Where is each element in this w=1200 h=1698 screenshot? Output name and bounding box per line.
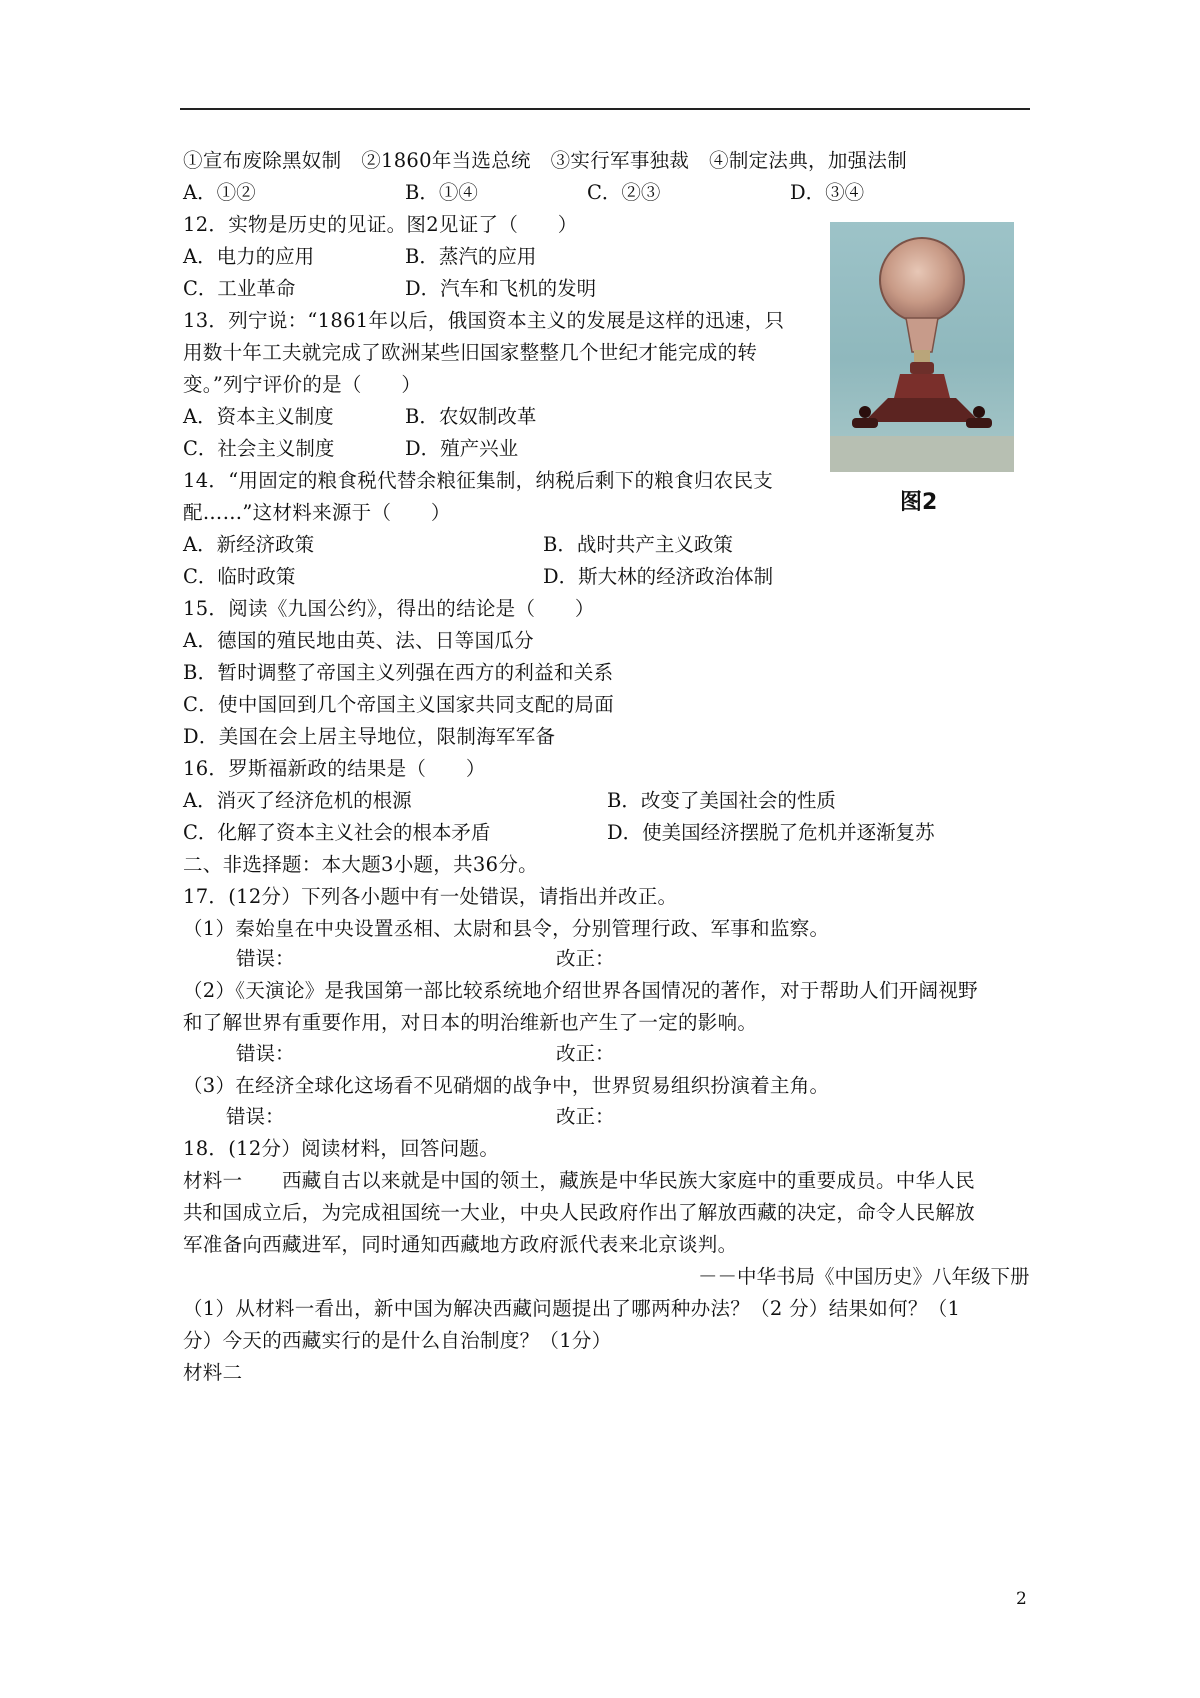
q11-items: ①宣布废除黑奴制 ②1860年当选总统 ③实行军事独裁 ④制定法典，加强法制 [183,149,908,172]
q11-option-a: A．①② [183,181,256,204]
q11-option-b: B．①④ [405,181,478,204]
q18-source: －－中华书局《中国历史》八年级下册 [698,1265,1030,1288]
page-number: 2 [1016,1589,1027,1609]
q14-option-b: B．战时共产主义政策 [543,533,733,556]
q13-option-a: A．资本主义制度 [183,405,334,428]
header-rule [180,108,1030,110]
q14-option-c: C．临时政策 [183,565,296,588]
q12-option-c: C．工业革命 [183,277,296,300]
q13-option-d: D．殖产兴业 [405,437,519,460]
q17-1-error-label: 错误： [236,947,295,970]
q16-stem: 16．罗斯福新政的结果是（ ） [183,757,486,780]
q18-question-1-line-1: （1）从材料一看出，新中国为解决西藏问题提出了哪两种办法？（2 分）结果如何？（1 [183,1297,961,1320]
q11-option-d: D．③④ [790,181,865,204]
q15-option-b: B．暂时调整了帝国主义列强在西方的利益和关系 [183,661,614,684]
q12-stem: 12．实物是历史的见证。图2见证了（ ） [183,213,578,236]
q17-stem: 17．(12分）下列各小题中有一处错误，请指出并改正。 [183,885,678,908]
light-bulb-icon [830,222,1014,472]
q17-2-error-label: 错误： [236,1042,295,1065]
q18-material-1-line-1: 材料一 西藏自古以来就是中国的领土，藏族是中华民族大家庭中的重要成员。中华人民 [183,1169,976,1192]
q14-line-1: 14．“用固定的粮食税代替余粮征集制，纳税后剩下的粮食归农民支 [183,469,774,492]
q16-option-a: A．消灭了经济危机的根源 [183,789,412,812]
q17-part-3: （3）在经济全球化这场看不见硝烟的战争中，世界贸易组织扮演着主角。 [183,1074,830,1097]
q17-1-fix-label: 改正： [556,947,615,970]
q12-option-d: D．汽车和飞机的发明 [405,277,597,300]
q18-stem: 18．(12分）阅读材料，回答问题。 [183,1137,500,1160]
q15-option-c: C．使中国回到几个帝国主义国家共同支配的局面 [183,693,615,716]
q16-option-c: C．化解了资本主义社会的根本矛盾 [183,821,491,844]
q15-stem: 15．阅读《九国公约》，得出的结论是（ ） [183,597,595,620]
section-heading: 二、非选择题：本大题3小题，共36分。 [183,853,538,876]
q13-option-b: B．农奴制改革 [405,405,537,428]
q18-question-1-line-2: 分）今天的西藏实行的是什么自治制度？（1分） [183,1329,612,1352]
q16-option-b: B．改变了美国社会的性质 [607,789,836,812]
q18-material-2: 材料二 [183,1361,243,1384]
q17-part-1: （1）秦始皇在中央设置丞相、太尉和县令，分别管理行政、军事和监察。 [183,917,830,940]
q15-option-d: D．美国在会上居主导地位，限制海军军备 [183,725,556,748]
q14-option-a: A．新经济政策 [183,533,315,556]
q17-3-fix-label: 改正： [556,1105,615,1128]
q13-line-3: 变。”列宁评价的是（ ） [183,373,422,396]
q11-option-c: C．②③ [587,181,661,204]
q13-option-c: C．社会主义制度 [183,437,335,460]
q12-option-b: B．蒸汽的应用 [405,245,537,268]
light-bulb-photo [830,222,1014,472]
q14-line-2: 配……”这材料来源于（ ） [183,501,451,524]
figure-caption: 图2 [900,490,938,515]
q18-material-1-line-2: 共和国成立后，为完成祖国统一大业，中央人民政府作出了解放西藏的决定，命令人民解放 [183,1201,976,1224]
q18-material-1-line-3: 军准备向西藏进军，同时通知西藏地方政府派代表来北京谈判。 [183,1233,738,1256]
q16-option-d: D．使美国经济摆脱了危机并逐渐复苏 [607,821,935,844]
q12-option-a: A．电力的应用 [183,245,315,268]
q17-2-fix-label: 改正： [556,1042,615,1065]
q17-3-error-label: 错误： [226,1105,285,1128]
q17-part-2-line-1: （2）《天演论》是我国第一部比较系统地介绍世界各国情况的著作，对于帮助人们开阔视野 [183,979,978,1002]
q17-part-2-line-2: 和了解世界有重要作用，对日本的明治维新也产生了一定的影响。 [183,1011,758,1034]
q13-line-1: 13．列宁说：“1861年以后，俄国资本主义的发展是这样的迅速，只 [183,309,785,332]
q13-line-2: 用数十年工夫就完成了欧洲某些旧国家整整几个世纪才能完成的转 [183,341,758,364]
q15-option-a: A．德国的殖民地由英、法、日等国瓜分 [183,629,534,652]
q14-option-d: D．斯大林的经济政治体制 [543,565,774,588]
